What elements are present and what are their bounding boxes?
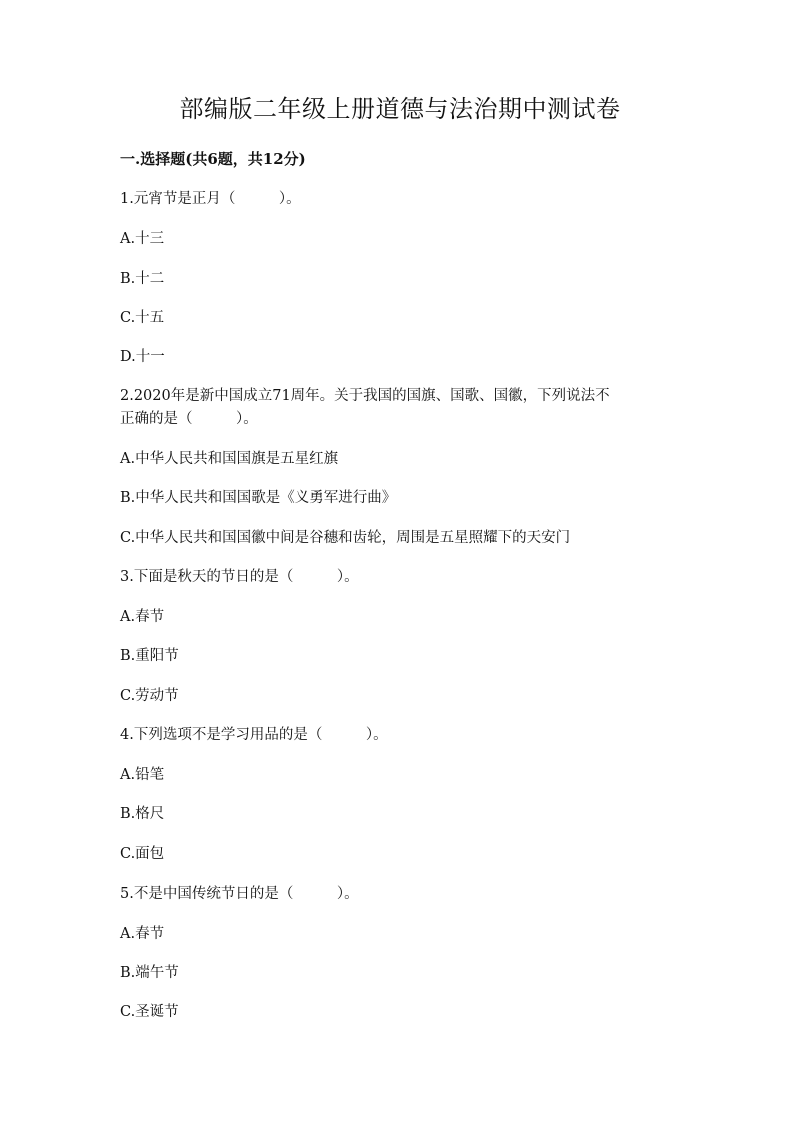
question-1-option-d: D.十一 <box>120 349 165 365</box>
page-title: 部编版二年级上册道德与法治期中测试卷 <box>179 95 621 123</box>
question-5-option-c: C.圣诞节 <box>120 1004 179 1020</box>
question-1-option-a: A.十三 <box>120 231 165 247</box>
question-3-option-a: A.春节 <box>120 609 165 625</box>
question-2-option-c: C.中华人民共和国国徽中间是谷穗和齿轮，周围是五星照耀下的天安门 <box>120 530 571 546</box>
section-header: 一.选择题(共6题，共12分) <box>120 150 306 168</box>
question-4-option-b: B.格尺 <box>120 806 165 822</box>
question-4-option-c: C.面包 <box>120 846 165 862</box>
question-1-stem: 1.元宵节是正月（ ）。 <box>120 191 301 207</box>
question-2-stem-line-1: 2.2020年是新中国成立71周年。关于我国的国旗、国歌、国徽，下列说法不 <box>120 388 610 404</box>
question-3-stem: 3.下面是秋天的节日的是（ ）。 <box>120 569 359 585</box>
question-5-option-b: B.端午节 <box>120 965 179 981</box>
question-3-option-c: C.劳动节 <box>120 688 179 704</box>
question-2-stem-line-2: 正确的是（ ）。 <box>120 411 258 427</box>
question-4-stem: 4.下列选项不是学习用品的是（ ）。 <box>120 727 388 743</box>
question-1-option-b: B.十二 <box>120 271 165 287</box>
question-5-stem: 5.不是中国传统节日的是（ ）。 <box>120 886 359 902</box>
question-2-option-a: A.中华人民共和国国旗是五星红旗 <box>120 451 339 467</box>
question-1-option-c: C.十五 <box>120 310 165 326</box>
question-2-option-b: B.中华人民共和国国歌是《义勇军进行曲》 <box>120 490 397 506</box>
question-5-option-a: A.春节 <box>120 926 165 942</box>
question-4-option-a: A.铅笔 <box>120 767 165 783</box>
question-3-option-b: B.重阳节 <box>120 648 179 664</box>
